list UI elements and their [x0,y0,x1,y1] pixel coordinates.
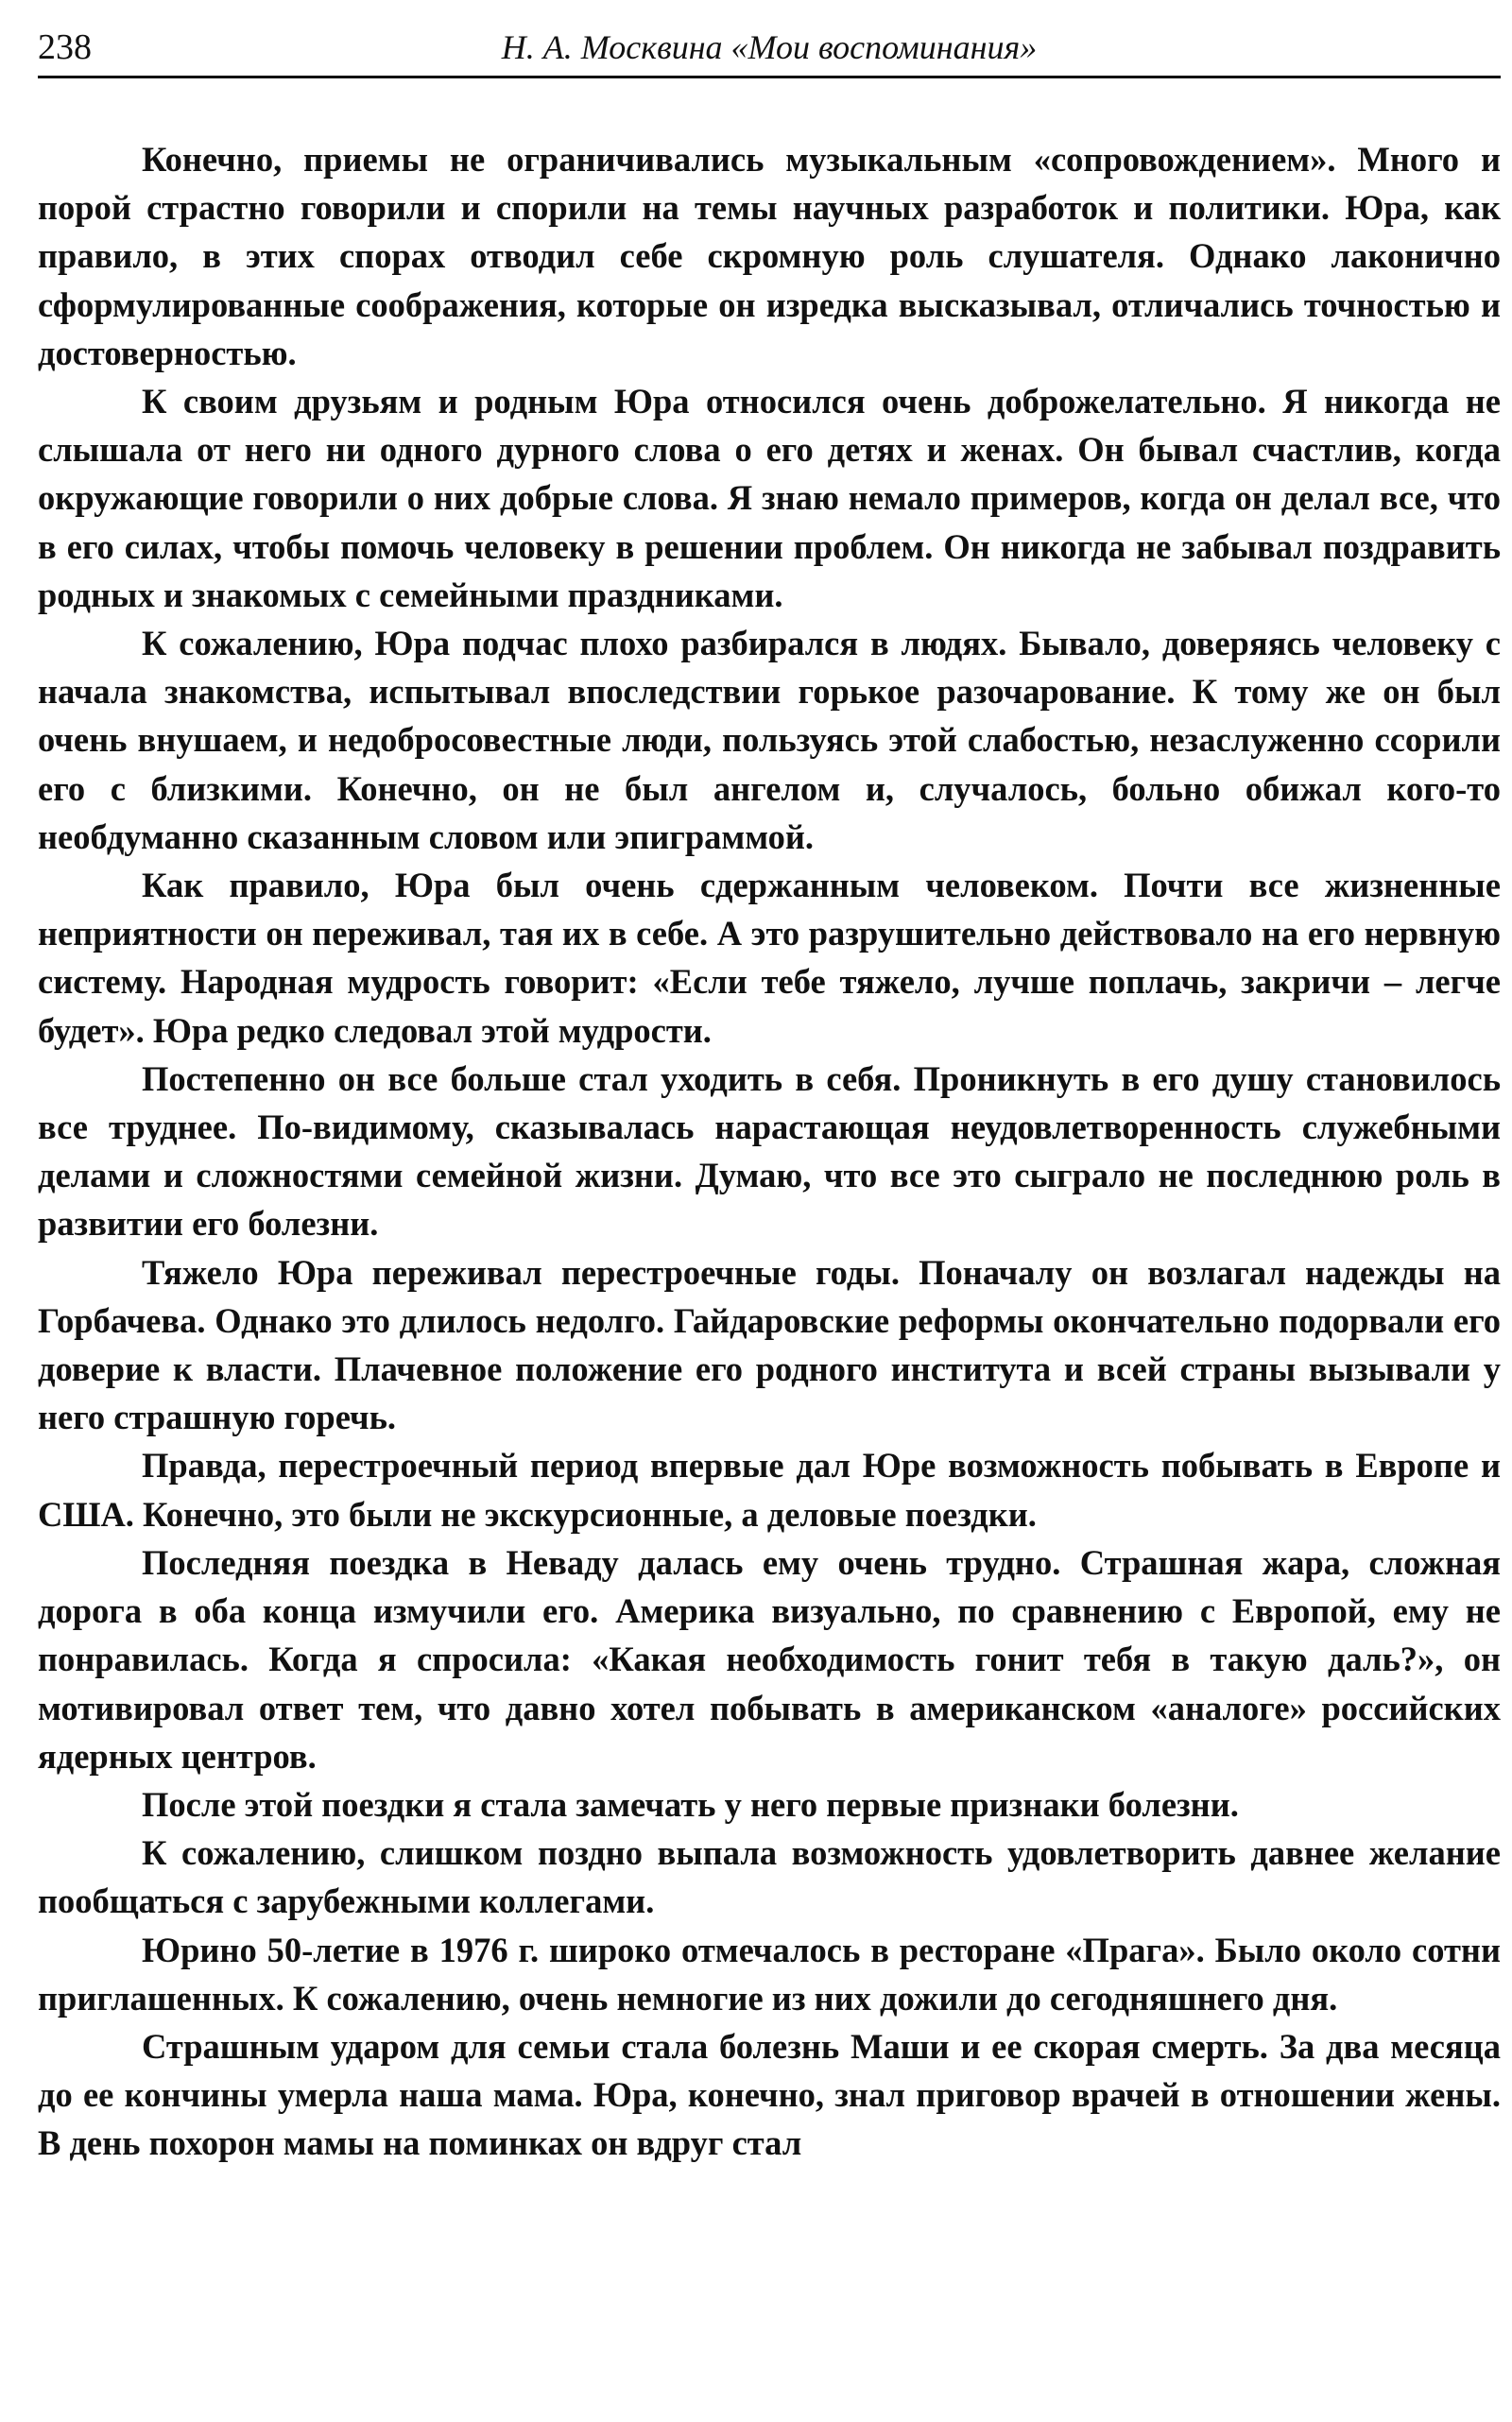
book-page [38,23,1501,2404]
body-text [38,135,1501,2168]
paragraph: Страшным ударом для семьи стала болезнь Маши и ее скорая смерть. За два месяца до ее кончины умерла наша мама. Юра, конечно, знал приговор врачей в отношении жены. В день похорон мамы на поминках он вдруг стал [38,2026,1501,2163]
paragraph: К сожалению, слишком поздно выпала возможность удовлетворить давнее желание пообщаться с зарубежными коллегами. [38,1833,1501,1921]
paragraph: Конечно, приемы не ограничивались музыкальным «сопровождением». Много и порой страстно говорили и спорили на темы научных разработок и политики. Юра, как правило, в этих спорах отводил себе скромную роль слушателя. Однако лаконично сформулированные соображения, которые он изредка высказывал, отличались точностью и достоверностью. [38,140,1501,372]
running-title: Н. А. Москвина «Мои воспоминания» [501,28,1038,66]
paragraph: Тяжело Юра переживал перестроечные годы. Поначалу он возлагал надежды на Горбачева. Однако это длилось недолго. Гайдаровские реформы окончательно подорвали его доверие к власти. Плачевное положение его родного института и всей страны вызывали у него страшную горечь. [38,1252,1501,1437]
paragraph: Последняя поездка в Неваду далась ему очень трудно. Страшная жара, сложная дорога в оба конца измучили его. Америка визуально, по сравнению с Европой, ему не понравилась. Когда я спросила: «Какая необходимость гонит тебя в такую даль?», он мотивировал ответ тем, что давно хотел побывать в американском «аналоге» российских ядерных центров. [38,1542,1501,1776]
paragraph: После этой поездки я стала замечать у него первые признаки болезни. [142,1784,1239,1824]
paragraph: Как правило, Юра был очень сдержанным человеком. Почти все жизненные неприятности он переживал, тая их в себе. А это разрушительно действовало на его нервную систему. Народная мудрость говорит: «Если тебе тяжело, лучше поплачь, закричи – легче будет». Юра редко следовал этой мудрости. [38,866,1501,1050]
paragraph: К сожалению, Юра подчас плохо разбирался в людях. Бывало, доверяясь человеку с начала знакомства, испытывал впоследствии горькое разочарование. К тому же он был очень внушаем, и недобросовестные люди, пользуясь этой слабостью, незаслуженно ссорили его с близкими. Конечно, он не был ангелом и, случалось, больно обижал кого-то необдуманно сказанным словом или эпиграммой. [38,624,1501,856]
paragraph: Постепенно он все больше стал уходить в себя. Проникнуть в его душу становилось все труднее. По-видимому, сказывалась нарастающая неудовлетворенность служебными делами и сложностями семейной жизни. Думаю, что все это сыграло не последнюю роль в развитии его болезни. [38,1058,1501,1244]
paragraph: Правда, перестроечный период впервые дал Юре возможность побывать в Европе и США. Конечно, это были не экскурсионные, а деловые поездки. [38,1446,1501,1534]
page-number: 238 [38,27,92,67]
paragraph: Юрино 50-летие в 1976 г. широко отмечалось в ресторане «Прага». Было около сотни приглашенных. К сожалению, очень немногие из них дожили до сегодняшнего дня. [38,1930,1501,2018]
paragraph: К своим друзьям и родным Юра относился очень доброжелательно. Я никогда не слышала от него ни одного дурного слова о его детях и женах. Он бывал счастлив, когда окружающие говорили о них добрые слова. Я знаю немало примеров, когда он делал все, что в его силах, чтобы помочь человеку в решении проблем. Он никогда не забывал поздравить родных и знакомых с семейными праздниками. [38,382,1501,614]
page-header [38,23,1501,78]
